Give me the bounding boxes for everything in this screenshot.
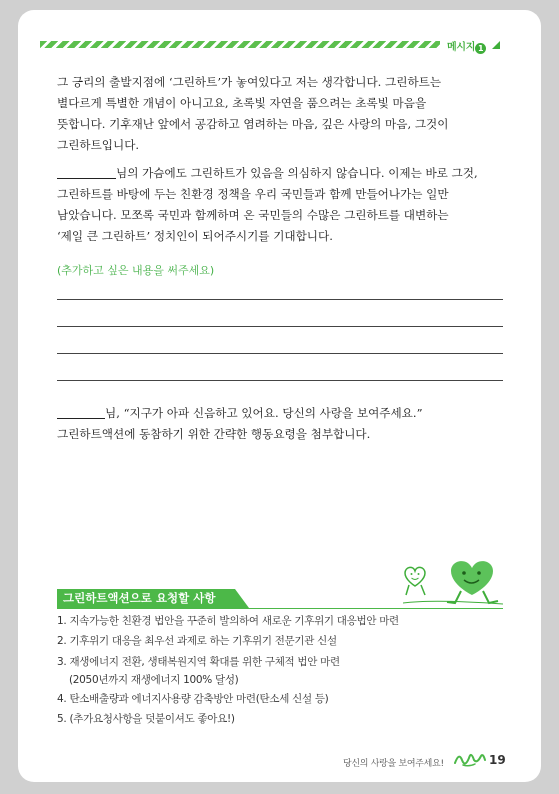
- page-number: 19: [489, 753, 506, 767]
- section-rule: [57, 608, 503, 609]
- list-item: 4. 탄소배출량과 에너지사용량 감축방안 마련(탄소세 신설 등): [57, 693, 329, 705]
- paragraph-line: [57, 163, 505, 184]
- big-heart-icon: [447, 561, 498, 603]
- name-blank[interactable]: [57, 405, 105, 419]
- paragraph-2: [57, 163, 505, 247]
- paragraph-line: 별다르게 특별한 개념이 아니고요, 초록빛 자연을 품으려는 초록빛 마음을: [57, 96, 427, 110]
- writing-line[interactable]: [57, 299, 503, 300]
- paragraph-2-tail: 님의 가슴에도 그린하트가 있음을 의심하지 않습니다. 이제는 바로 그것,: [116, 166, 478, 180]
- paragraph-line: 그린하트입니다.: [57, 138, 140, 152]
- paragraph-1: [57, 72, 505, 156]
- paragraph-3-tail: 님, “지구가 아파 신음하고 있어요. 당신의 사랑을 보여주세요.”: [105, 406, 423, 420]
- paragraph-line: 그린하트를 바탕에 두는 친환경 정책을 우리 국민들과 함께 만들어나가는 일만: [57, 187, 449, 201]
- paragraph-line: [57, 403, 505, 424]
- paragraph-line: ‘제일 큰 그린하트’ 정치인이 되어주시기를 기대합니다.: [57, 229, 333, 243]
- hearts-illustration: [403, 555, 503, 607]
- writing-line[interactable]: [57, 353, 503, 354]
- section-title: 그린하트액션으로 요청할 사항: [63, 591, 216, 605]
- list-item: 1. 지속가능한 친환경 법안을 꾸준히 발의하여 새로운 기후위기 대응법안 마련: [57, 615, 399, 627]
- name-blank[interactable]: [57, 165, 116, 179]
- header-stripe: [40, 41, 440, 48]
- footer-text: 당신의 사랑을 보여주세요!: [343, 759, 444, 769]
- paragraph-3: [57, 403, 505, 445]
- writing-line[interactable]: [57, 380, 503, 381]
- writing-line[interactable]: [57, 326, 503, 327]
- paragraph-line: 그린하트액션에 동참하기 위한 간략한 행동요령을 첨부합니다.: [57, 427, 371, 441]
- list-item-subtext: (2050년까지 재생에너지 100% 달성): [69, 674, 239, 686]
- add-content-note: (추가하고 싶은 내용을 써주세요): [57, 264, 215, 277]
- list-item: 5. (추가요청사항을 덧붙이셔도 좋아요!): [57, 713, 235, 725]
- header-label-text: 메시지: [447, 42, 476, 53]
- paragraph-line: 남았습니다. 모쪼록 국민과 함께하며 온 국민들의 수많은 그린하트를 대변하는: [57, 208, 449, 222]
- small-heart-icon: [405, 567, 425, 595]
- signature-logo-icon: [453, 748, 487, 768]
- list-item: [57, 651, 399, 689]
- header-label: [447, 38, 486, 54]
- paragraph-line: 뜻합니다. 기후재난 앞에서 공감하고 염려하는 마음, 깊은 사랑의 마음, 그것이: [57, 117, 449, 131]
- header-corner-icon: [492, 41, 500, 49]
- list-item-text: 3. 재생에너지 전환, 생태복원지역 확대를 위한 구체적 법안 마련: [57, 656, 340, 668]
- paragraph-line: 그 긍리의 출발지점에 ‘그린하트’가 놓여있다고 저는 생각합니다. 그린하트는: [57, 75, 442, 89]
- list-item: 2. 기후위기 대응을 최우선 과제로 하는 기후위기 전문기관 신설: [57, 635, 337, 647]
- request-list: [57, 611, 399, 729]
- header-badge: 1: [475, 43, 486, 54]
